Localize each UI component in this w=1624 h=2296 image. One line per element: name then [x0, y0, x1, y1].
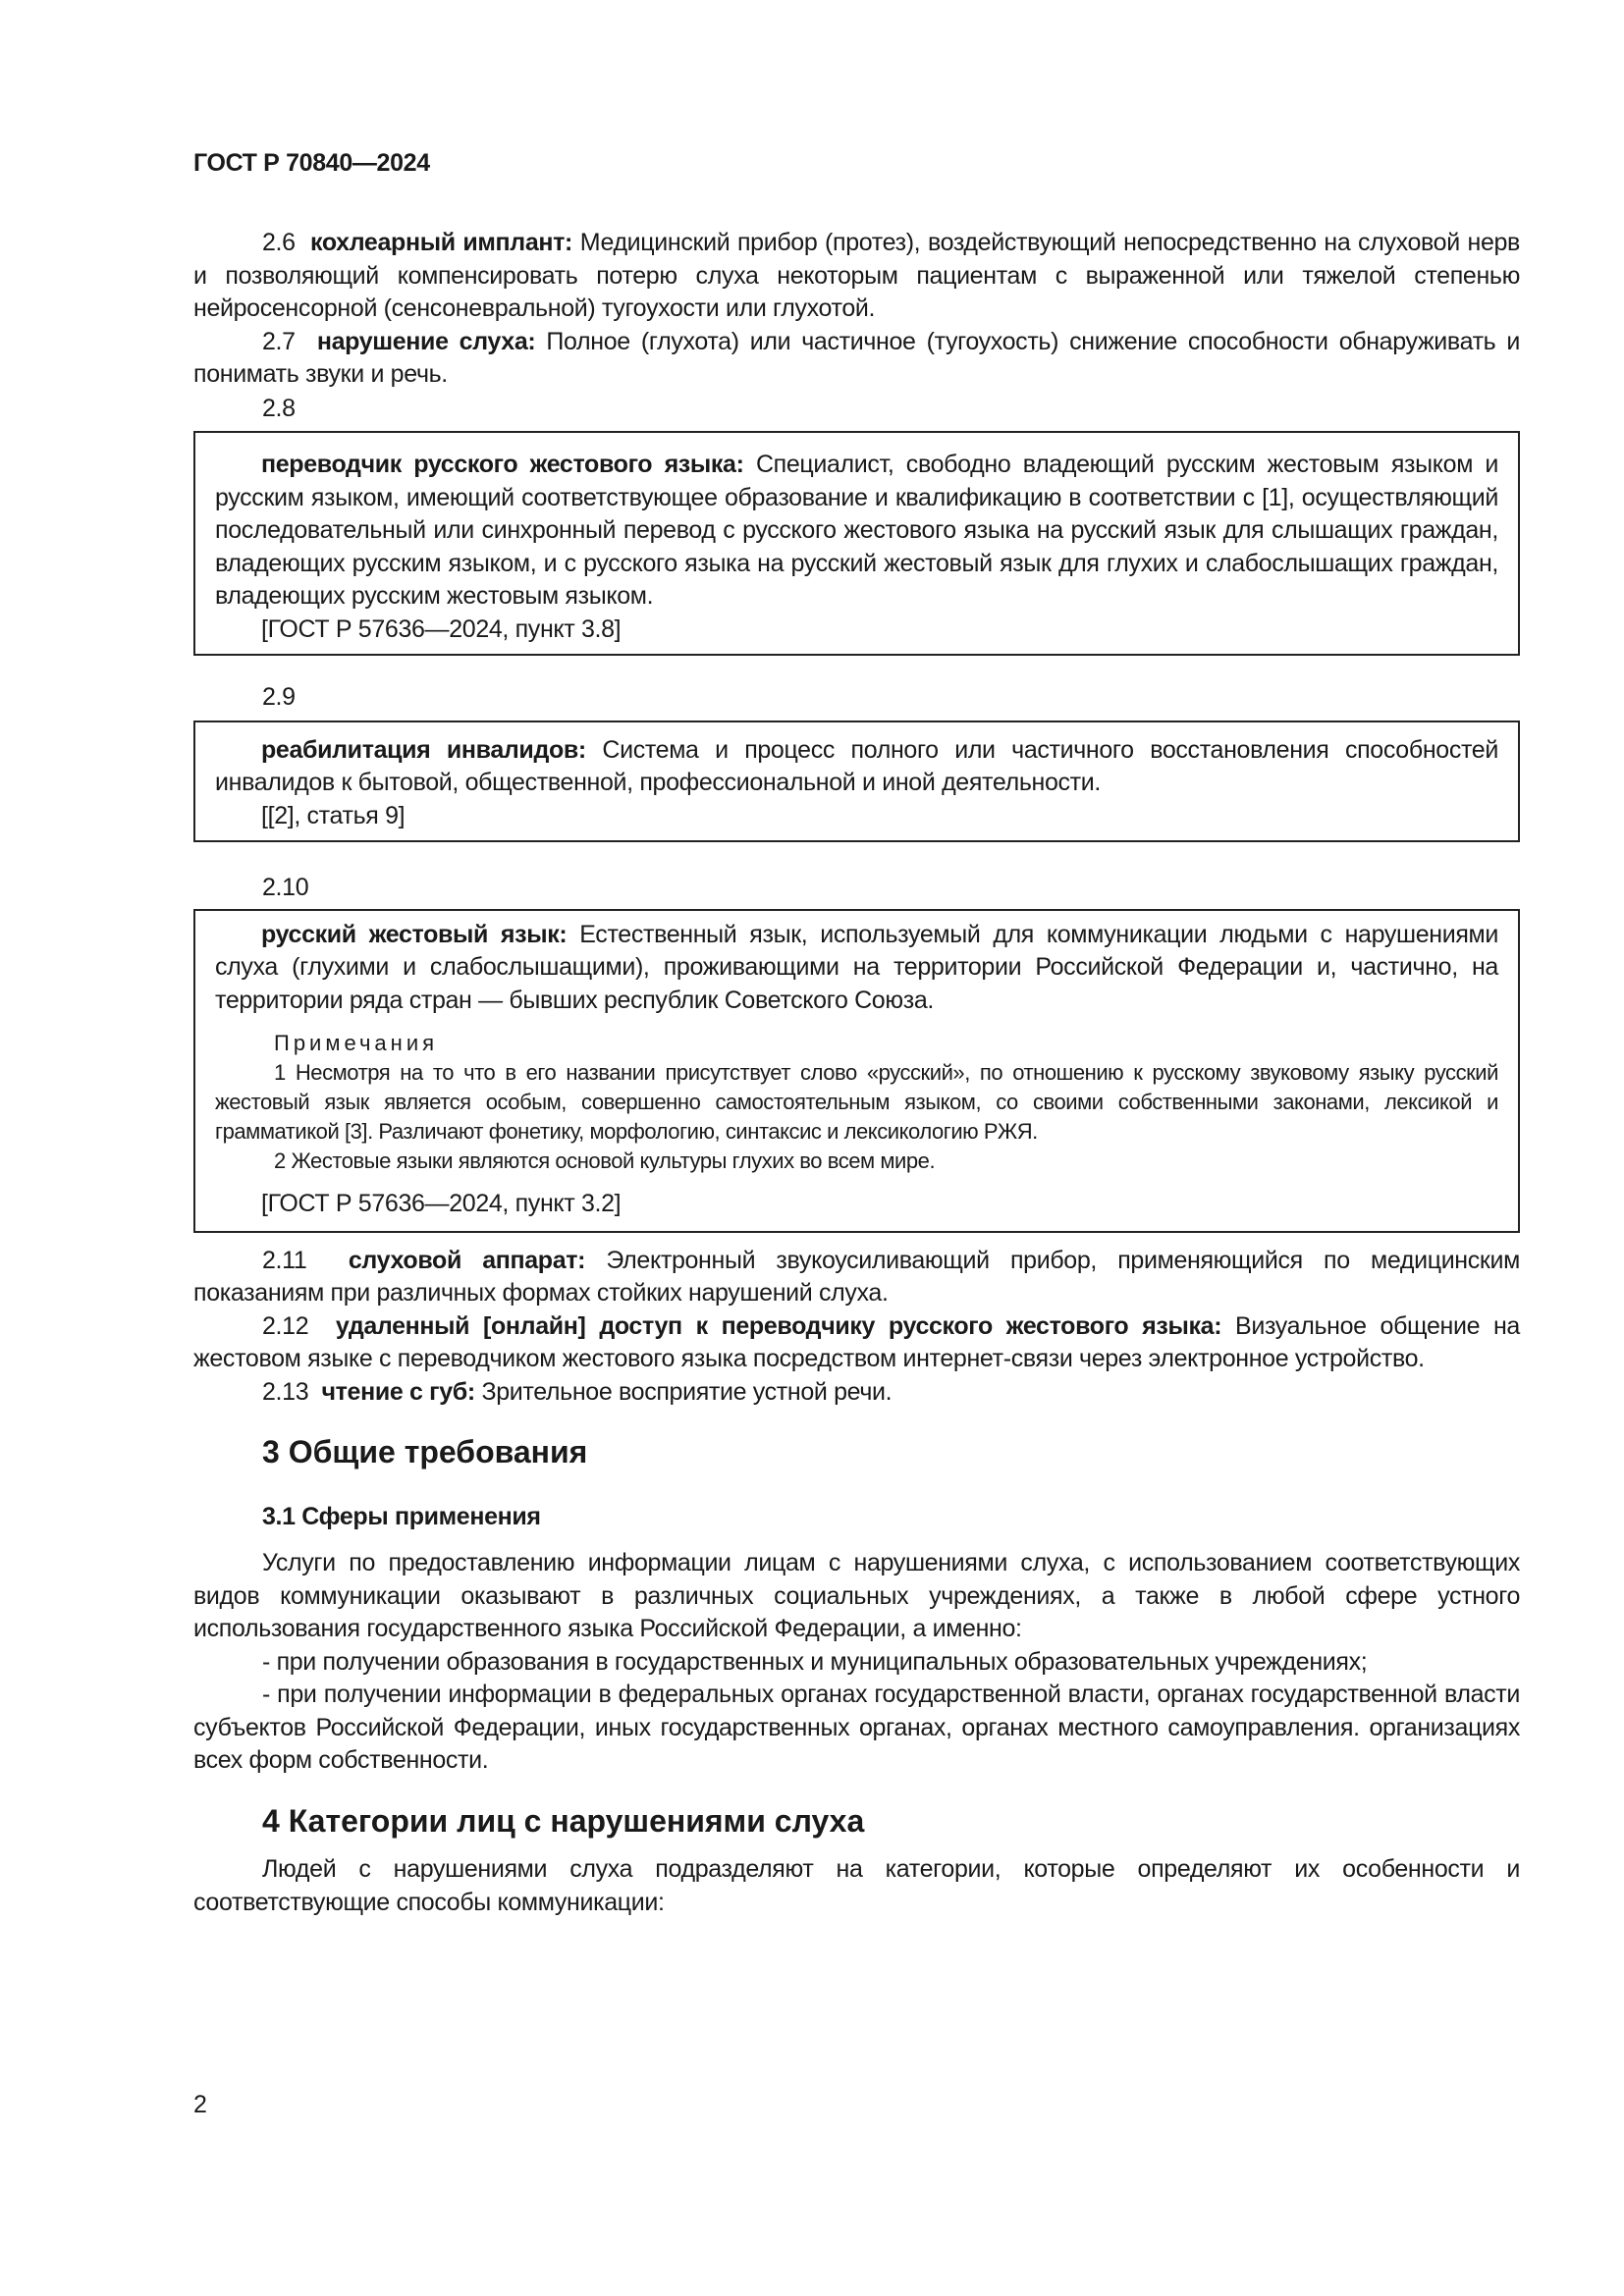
term-box-2-10: русский жестовый язык: Естественный язык, используемый для коммуникации людьми с нарушениями слуха (глухими и слабослышащими), проживающими на территории Российской Федерации и, частично, на территории ряда стран — бывших республик Советского Союза. Примечания 1 Несмотря на то что в его названии присутствует слово «русский», по отношению к русскому звуковому языку русский жестовый язык является особым, совершенно самостоятельным языком, со своими собственными законами, лексикой и грамматикой [3]. Различают фонетику, морфологию, синтаксис и лексикологию РЖЯ. 2 Жестовые языки являются основой культуры глухих во всем мире. [ГОСТ Р 57636—2024, пункт 3.2] [193, 909, 1520, 1233]
terms-section [193, 227, 1520, 1919]
list-item: - при получении информации в федеральных органах государственной власти, органах государственной власти субъектов Российской Федерации, иных государственных органах, органах местного самоуправления. организациях всех форм собственности. [193, 1681, 1520, 1774]
term-2-11: 2.11 слуховой аппарат: Электронный звукоусиливающий прибор, применяющийся по медицинским показаниям при различных формах стойких нарушений слуха. [193, 1246, 1520, 1307]
section-4-intro: Людей с нарушениями слуха подразделяют на категории, которые определяют их особенности и соответствующие способы коммуникации: [193, 1855, 1520, 1916]
term-2-13: 2.13 чтение с губ: Зрительное восприятие устной речи. [262, 1377, 893, 1406]
note-item: 2 Жестовые языки являются основой культуры глухих во всем мире. [274, 1148, 936, 1173]
note-item: 1 Несмотря на то что в его названии присутствует слово «русский», по отношению к русскому звуковому языку русский жестовый язык является особым, совершенно самостоятельным языком, со своими собственными законами, лексикой и грамматикой [3]. Различают фонетику, морфологию, синтаксис и лексикологию РЖЯ. [215, 1060, 1498, 1144]
document-header: ГОСТ Р 70840—2024 [193, 149, 430, 177]
term-number: 2.8 [262, 394, 296, 422]
term-box-2-9: реабилитация инвалидов: Система и процесс полного или частичного восстановления способностей инвалидов к бытовой, общественной, профессиональной и иной деятельности. [[2], статья 9] [193, 721, 1520, 843]
notes-title: Примечания [274, 1031, 439, 1055]
page-number: 2 [193, 2091, 207, 2118]
term-2-6: 2.6 кохлеарный имплант: Медицинский прибор (протез), воздействующий непосредственно на слуховой нерв и позволяющий компенсировать потерю слуха некоторым пациентам с выраженной или тяжелой степенью нейросенсорной (сенсоневральной) тугоухости или глухотой. [193, 229, 1520, 322]
term-source: [ГОСТ Р 57636—2024, пункт 3.8] [261, 614, 622, 643]
section-4-title: 4 Категории лиц с нарушениями слуха [262, 1802, 865, 1839]
term-box-2-8: переводчик русского жестового языка: Специалист, свободно владеющий русским жестовым языком и русским языком, имеющий соответствующее образование и квалификацию в соответствии с [1], осуществляющий последовательный или синхронный перевод с русского жестового языка на русский язык для слышащих граждан, владеющих русским языком, и с русского языка на русский жестовый язык для глухих и слабослышащих граждан, владеющих русским жестовым языком. [ГОСТ Р 57636—2024, пункт 3.8] [193, 431, 1520, 656]
term-source: [ГОСТ Р 57636—2024, пункт 3.2] [261, 1190, 622, 1217]
list-item: - при получении образования в государственных и муниципальных образовательных учреждениях; [262, 1647, 1368, 1676]
term-2-12: 2.12 удаленный [онлайн] доступ к переводчику русского жестового языка: Визуальное общение на жестовом языке с переводчиком жестового языка посредством интернет-связи через электронное устройство. [193, 1311, 1520, 1372]
term-2-7: 2.7 нарушение слуха: Полное (глухота) или частичное (тугоухость) снижение способности обнаруживать и понимать звуки и речь. [193, 327, 1521, 388]
section-3-title: 3 Общие требования [262, 1434, 588, 1469]
section-3-intro: Услуги по предоставлению информации лицам с нарушениями слуха, с использованием соответствующих видов коммуникации оказывают в различных социальных учреждениях, а также в любой сфере устного использования государственного языка Российской Федерации, а именно: [193, 1549, 1520, 1642]
term-number: 2.9 [262, 683, 296, 711]
term-source: [[2], статья 9] [261, 801, 406, 829]
section-3-1-title: 3.1 Сферы применения [262, 1502, 541, 1530]
term-number: 2.10 [262, 874, 309, 901]
